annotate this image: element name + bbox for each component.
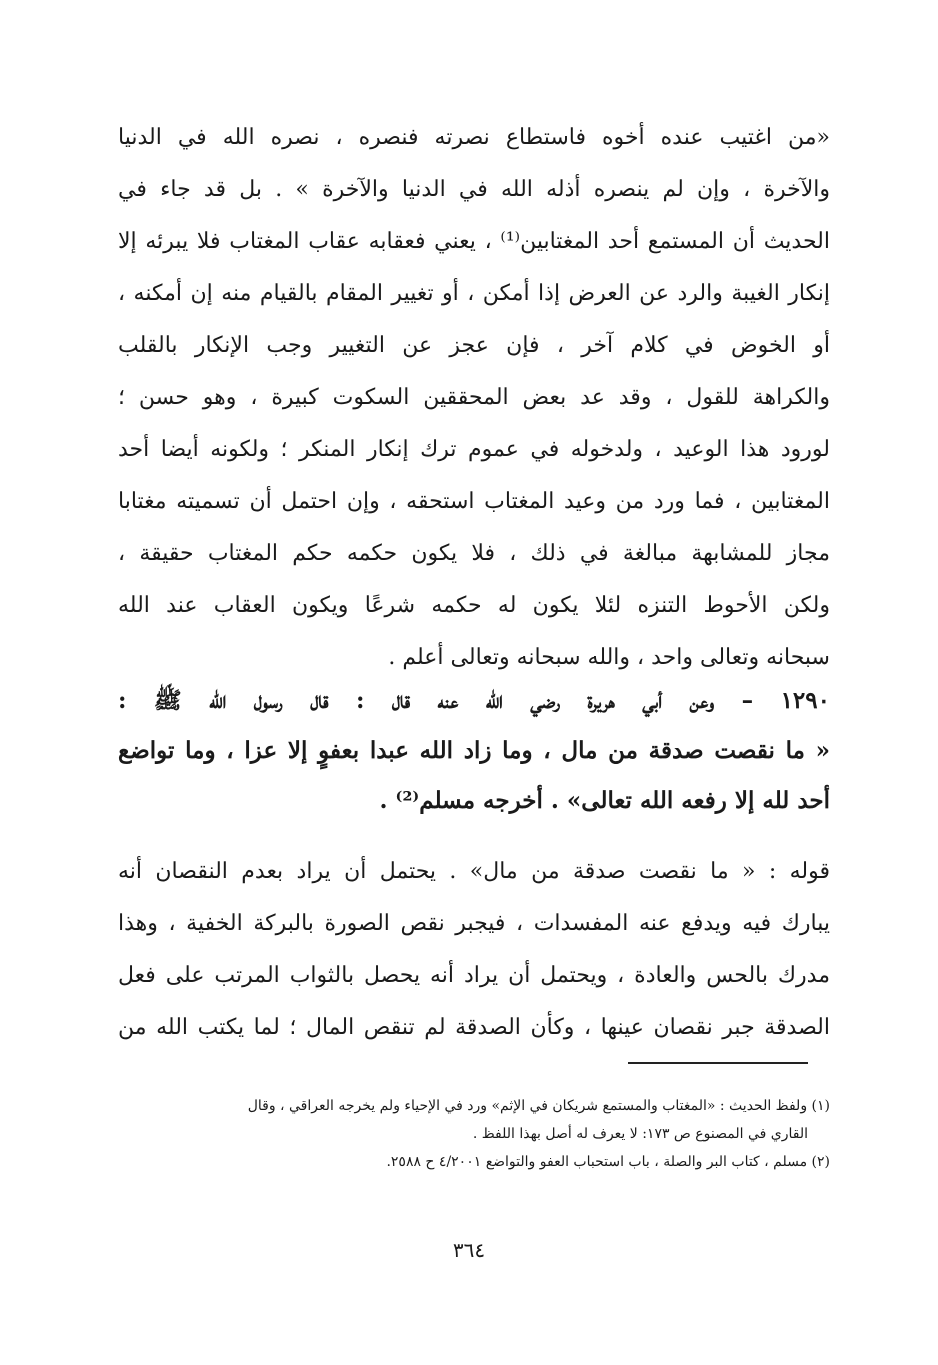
text-line: أو الخوض في كلام آخر ، فإن عجز عن التغيير وجب الإنكار بالقلب [118, 333, 830, 358]
text-line: لورود هذا الوعيد ، ولدخوله في عموم ترك إنكار المنكر ؛ ولكونه أيضا أحد [118, 437, 830, 462]
text-line: المغتابين ، فما ورد من وعيد المغتاب استحقه ، وإن احتمل أن تسميته مغتابا [118, 489, 830, 514]
footnote-1-continuation: القاري في المصنوع ص ١٧٣: لا يعرف له أصل بهذا اللفظ . [472, 1126, 808, 1142]
footnote-separator [628, 1062, 808, 1064]
text-line: مجاز للمشابهة مبالغة في ذلك ، فلا يكون حكمه حكم المغتاب حقيقة ، [118, 541, 830, 566]
text-line: قوله : « ما نقصت صدقة من مال» . يحتمل أن يراد بعدم النقصان أنه [118, 859, 830, 884]
text-line: الصدقة جبر نقصان عينها ، وكأن الصدقة لم تنقص المال ؛ لما يكتب الله من [118, 1015, 830, 1040]
text-line: والكراهة للقول ، وقد عد بعض المحققين السكوت كبيرة ، وهو حسن ؛ [118, 385, 830, 410]
hadith-text [118, 676, 830, 826]
hadith-line: أحد لله إلا رفعه الله تعالى» . أخرجه مسلم⁽²⁾ . [379, 787, 830, 814]
text-line: يبارك فيه ويدفع عنه المفسدات ، فيجبر نقص الصورة بالبركة الخفية ، وهذا [118, 911, 830, 936]
footnotes [150, 1092, 830, 1176]
hadith-line: ١٢٩٠ – وعن أبي هريرة رضي الله عنه قال : قال رسول الله ﷺ : [118, 687, 830, 714]
text-line: إنكار الغيبة والرد عن العرض إذا أمكن ، أو تغيير المقام بالقيام منه إن أمكنه ، [118, 281, 830, 306]
text-line: والآخرة ، وإن لم ينصره أذله الله في الدنيا والآخرة » . بل قد جاء في [118, 177, 830, 202]
footnote-1: (١) ولفظ الحديث : «المغتاب والمستمع شريكان في الإثم» ورد في الإحياء ولم يخرجه العراقي ، وقال [247, 1098, 830, 1114]
footnote-2: (٢) مسلم ، كتاب البر والصلة ، باب استحباب العفو والتواضع ٤/٢٠٠١ ح ٢٥٨٨. [386, 1154, 830, 1170]
commentary-paragraph-1 [118, 112, 830, 684]
text-line: مدرك بالحس والعادة ، ويحتمل أن يراد أنه يحصل بالثواب المرتب على فعل [118, 963, 830, 988]
page-number: ٣٦٤ [452, 1238, 486, 1262]
text-line: ولكن الأحوط التنزه لئلا يكون له حكمه شرعًا ويكون العقاب عند الله [118, 593, 830, 618]
commentary-paragraph-2 [118, 846, 830, 1054]
text-line: الحديث أن المستمع أحد المغتابين⁽¹⁾ ، يعني فعقابه عقاب المغتاب فلا يبرئه إلا [118, 229, 830, 254]
text-line: سبحانه وتعالى واحد ، والله سبحانه وتعالى أعلم . [388, 645, 830, 670]
hadith-line: « ما نقصت صدقة من مال ، وما زاد الله عبدا بعفوٍ إلا عزا ، وما تواضع [118, 737, 830, 764]
text-line: «من اغتيب عنده أخوه فاستطاع نصرته فنصره ، نصره الله في الدنيا [118, 125, 830, 150]
